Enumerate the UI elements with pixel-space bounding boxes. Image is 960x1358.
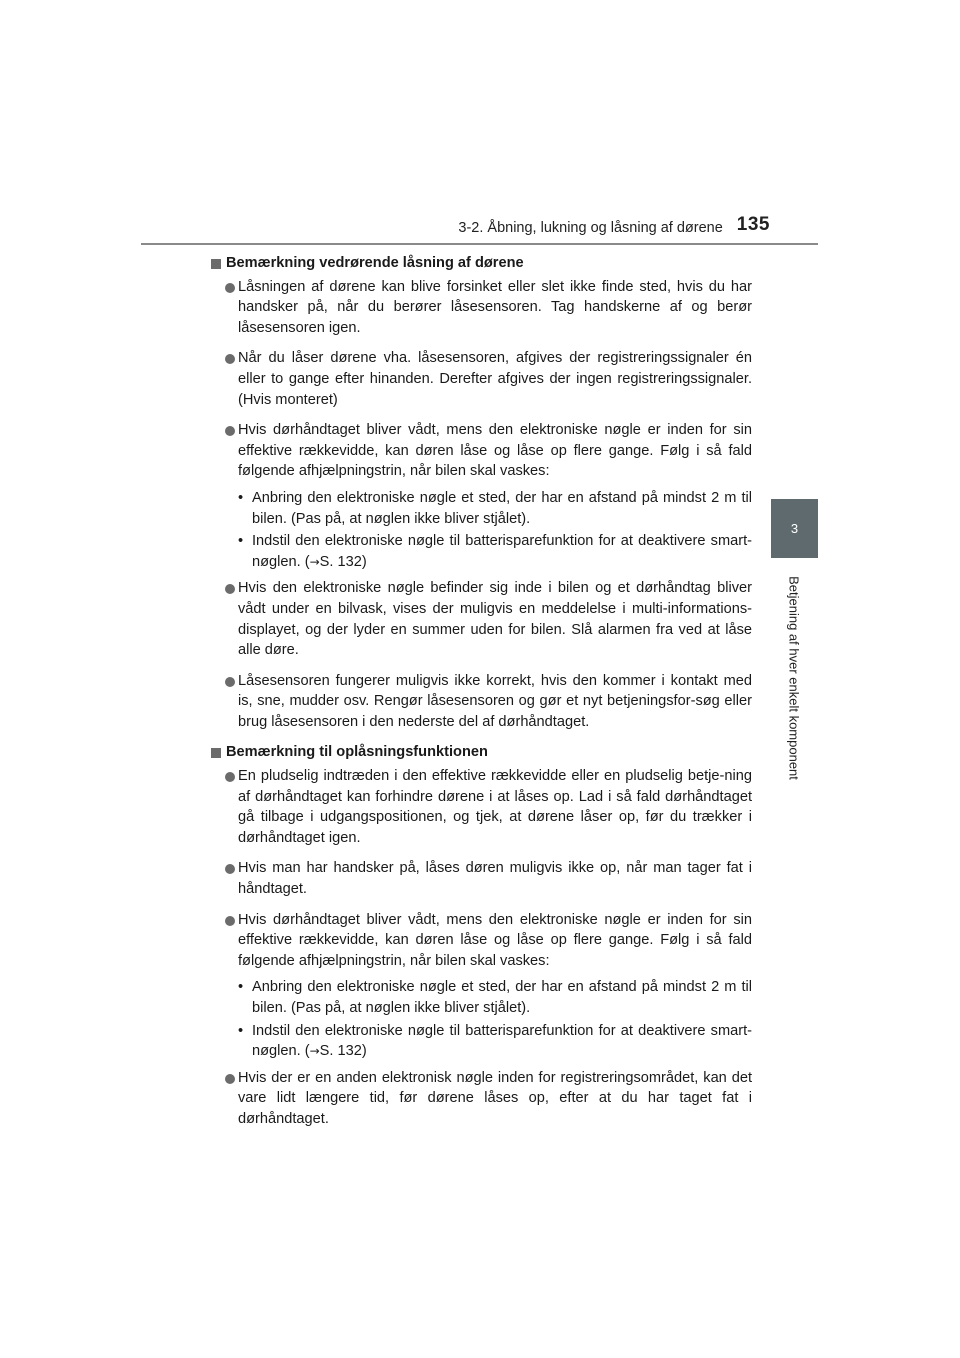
circle-bullet-icon bbox=[225, 772, 235, 782]
section-heading-text: Bemærkning til oplåsningsfunktionen bbox=[226, 744, 488, 761]
arrow-icon: → bbox=[309, 1044, 320, 1059]
list-item bbox=[211, 578, 752, 660]
list-item-text: Hvis dørhåndtaget bliver vådt, mens den elektroniske nøgle er inden for sin effektive rækkevidde, kan døren låse og låse op flere gange. Følg i så fald følgende afhjælpningstrin, når bilen skal vaskes: bbox=[238, 911, 752, 969]
chapter-title: Betjening af hver enkelt komponent bbox=[786, 576, 802, 780]
chapter-tab bbox=[771, 499, 818, 558]
list-item bbox=[211, 858, 752, 899]
sub-bullet-text: Anbring den elektroniske nøgle et sted, der har en afstand på mindst 2 m til bilen. (Pas på, at nøglen ikke bliver stjålet). bbox=[252, 979, 752, 1016]
sub-bullet bbox=[211, 977, 752, 1018]
circle-bullet-icon bbox=[225, 354, 235, 364]
header-rule bbox=[141, 243, 818, 245]
circle-bullet-icon bbox=[225, 584, 235, 594]
sub-bullet bbox=[211, 488, 752, 529]
page-reference: S. 132) bbox=[319, 553, 367, 570]
list-item bbox=[211, 348, 752, 410]
chapter-number: 3 bbox=[790, 521, 799, 536]
circle-bullet-icon bbox=[225, 864, 235, 874]
page-reference: S. 132) bbox=[319, 1043, 367, 1060]
list-item-text: En pludselig indtræden i den effektive rækkevidde eller en pludselig betje-ning af dørhåndtaget kan forhindre dørene i at låses op. Lad i så fald dørhåndtaget gå tilbage i udgangspositionen, og tjek, at dørene låser op, før du trækker i dørhåndtaget igen. bbox=[238, 768, 752, 846]
list-item bbox=[211, 766, 752, 848]
sub-bullet bbox=[211, 531, 752, 572]
bullet-mark: • bbox=[238, 1022, 244, 1039]
bullet-mark: • bbox=[238, 489, 244, 506]
section-heading bbox=[211, 742, 752, 763]
list-item bbox=[211, 277, 752, 339]
page-header bbox=[0, 214, 770, 236]
list-item-text: Hvis dørhåndtaget bliver vådt, mens den elektroniske nøgle er inden for sin effektive rækkevidde, kan døren låse og låse op flere gange. Følg i så fald følgende afhjælpningstrin, når bilen skal vaskes: bbox=[238, 422, 752, 480]
bullet-mark: • bbox=[238, 979, 244, 996]
section-heading-text: Bemærkning vedrørende låsning af dørene bbox=[226, 255, 524, 271]
list-item-text: Låsesensoren fungerer muligvis ikke korrekt, hvis den kommer i kontakt med is, sne, mudder osv. Rengør låsesensoren og gør et nyt betjeningsfor-søg eller brug låsesensoren i den nederste del af dørhåndtaget. bbox=[238, 672, 752, 730]
square-bullet-icon bbox=[211, 748, 221, 758]
circle-bullet-icon bbox=[225, 283, 235, 293]
bullet-mark: • bbox=[238, 533, 244, 550]
list-item-text: Når du låser dørene vha. låsesensoren, afgives der registreringssignaler én eller to gange efter hinanden. Derefter afgives der ingen registreringssignaler. (Hvis monteret) bbox=[238, 350, 752, 408]
sub-bullet bbox=[211, 1021, 752, 1062]
sub-bullet-text: Indstil den elektroniske nøgle til batterisparefunktion for at deaktivere smart-nøglen. ( bbox=[252, 533, 752, 570]
circle-bullet-icon bbox=[225, 426, 235, 436]
list-item bbox=[211, 420, 752, 482]
square-bullet-icon bbox=[211, 259, 221, 269]
sub-bullet-text: Anbring den elektroniske nøgle et sted, der har en afstand på mindst 2 m til bilen. (Pas på, at nøglen ikke bliver stjålet). bbox=[252, 489, 752, 527]
list-item bbox=[211, 671, 752, 733]
circle-bullet-icon bbox=[225, 677, 235, 687]
list-item-text: Låsningen af dørene kan blive forsinket eller slet ikke finde sted, hvis du har handsker på, når du berører låsesensoren. Tag handskerne af og berør låsesensoren igen. bbox=[238, 278, 752, 336]
list-item-text: Hvis der er en anden elektronisk nøgle inden for registreringsområdet, kan det vare lidt længere tid, før dørene låses op, efter at du har taget fat i dørhåndtaget. bbox=[238, 1069, 752, 1127]
section-heading bbox=[211, 253, 752, 274]
page-number: 135 bbox=[736, 214, 770, 235]
list-item-text: Hvis man har handsker på, låses døren muligvis ikke op, når man tager fat i håndtaget. bbox=[238, 860, 752, 898]
circle-bullet-icon bbox=[225, 916, 235, 926]
list-item bbox=[211, 1068, 752, 1130]
page-content bbox=[211, 253, 752, 1140]
section-title: 3-2. Åbning, lukning og låsning af dørene bbox=[458, 220, 723, 236]
list-item-text: Hvis den elektroniske nøgle befinder sig inde i bilen og et dørhåndtag bliver vådt under en bilvask, vises der muligvis en meddelelse i multi-informations-displayet, og der lyder en summer uden for bilen. Slå alarmen fra ved at låse alle døre. bbox=[238, 580, 752, 659]
arrow-icon: → bbox=[309, 554, 320, 569]
circle-bullet-icon bbox=[225, 1074, 235, 1084]
sub-bullet-text: Indstil den elektroniske nøgle til batterisparefunktion for at deaktivere smart-nøglen. ( bbox=[252, 1022, 752, 1060]
list-item bbox=[211, 910, 752, 972]
